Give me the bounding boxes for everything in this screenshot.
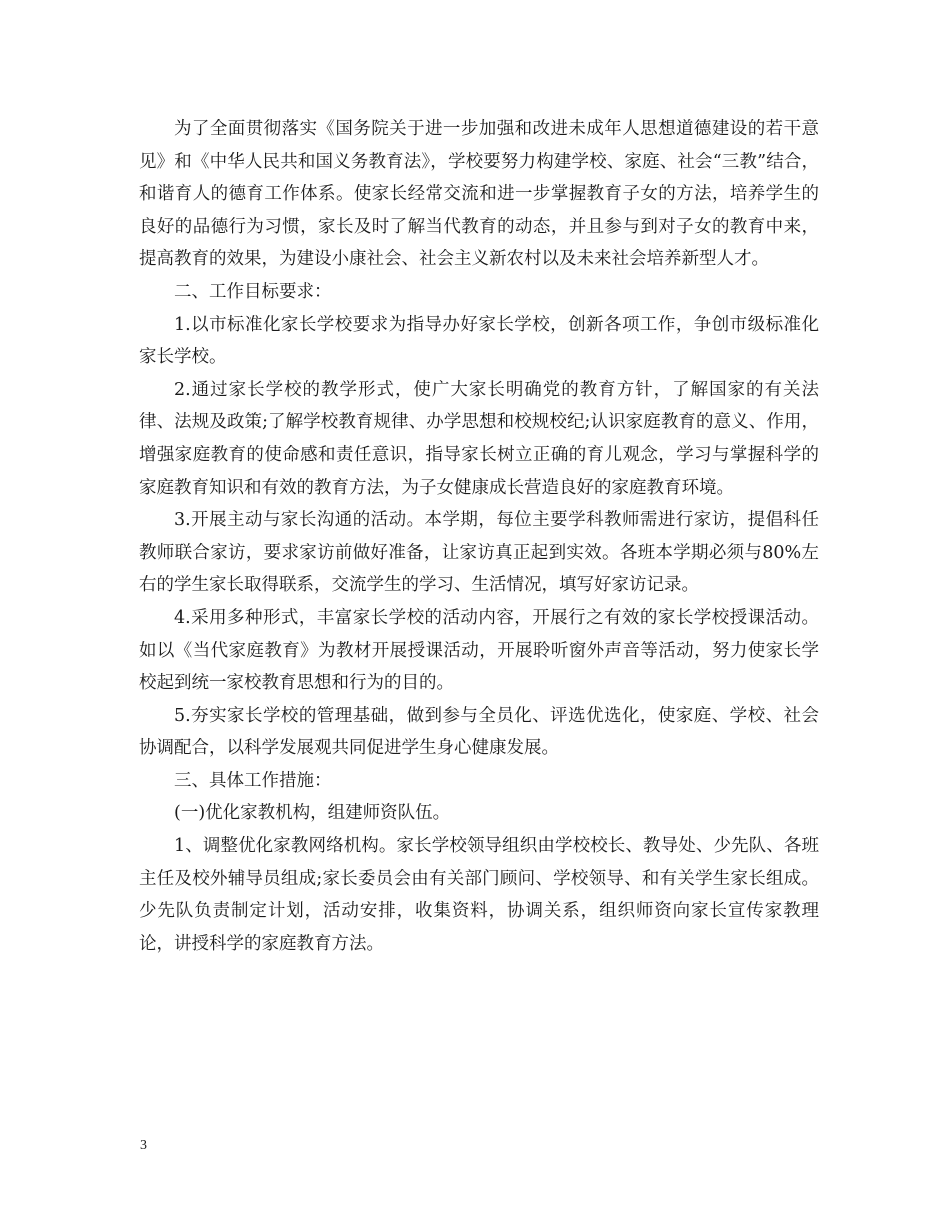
page-number: 3 xyxy=(140,1138,147,1153)
paragraph-goal-1: 1.以市标准化家长学校要求为指导办好家长学校，创新各项工作，争创市级标准化家长学校。 xyxy=(139,314,819,368)
paragraph-intro: 为了全面贯彻落实《国务院关于进一步加强和改进未成年人思想道德建设的若干意见》和《中华人民共和国义务教育法》，学校要努力构建学校、家庭、社会“三教”结合，和谐育人的德育工作体系。使家长经常交流和进一步掌握教育子女的方法，培养学生的良好的品德行为习惯，家长及时了解当代教育的动态，并且参与到对子女的教育中来，提高教育的效果，为建设小康社会、社会主义新农村以及未来社会培养新型人才。 xyxy=(139,119,819,270)
paragraph-measure-1: 1、调整优化家教网络机构。家长学校领导组织由学校校长、教导处、少先队、各班主任及校外辅导员组成;家长委员会由有关部门顾问、学校领导、和有关学生家长组成。少先队负责制定计划，活动安排，收集资料，协调关系，组织师资向家长宣传家教理论，讲授科学的家庭教育方法。 xyxy=(139,836,819,954)
heading-work-goals: 二、工作目标要求： xyxy=(174,281,332,302)
subheading-optimize-structure: (一)优化家教机构，组建师资队伍。 xyxy=(174,803,451,824)
paragraph-goal-3: 3.开展主动与家长沟通的活动。本学期，每位主要学科教师需进行家访，提倡科任教师联合家访，要求家访前做好准备，让家访真正起到实效。各班本学期必须与80%左右的学生家长取得联系，交流学生的学习、生活情况，填写好家访记录。 xyxy=(139,510,819,596)
document-body xyxy=(139,113,819,960)
paragraph-goal-2: 2.通过家长学校的教学形式，使广大家长明确党的教育方针，了解国家的有关法律、法规及政策;了解学校教育规律、办学思想和校规校纪;认识家庭教育的意义、作用，增强家庭教育的使命感和责任意识，指导家长树立正确的育儿观念，学习与掌握科学的家庭教育知识和有效的教育方法，为子女健康成长营造良好的家庭教育环境。 xyxy=(139,379,819,498)
paragraph-goal-4: 4.采用多种形式，丰富家长学校的活动内容，开展行之有效的家长学校授课活动。如以《当代家庭教育》为教材开展授课活动，开展聆听窗外声音等活动，努力使家长学校起到统一家校教育思想和行为的目的。 xyxy=(139,607,819,694)
paragraph-goal-5: 5.夯实家长学校的管理基础，做到参与全员化、评选优选化，使家庭、学校、社会协调配合，以科学发展观共同促进学生身心健康发展。 xyxy=(139,705,819,759)
heading-work-measures: 三、具体工作措施： xyxy=(174,770,332,791)
